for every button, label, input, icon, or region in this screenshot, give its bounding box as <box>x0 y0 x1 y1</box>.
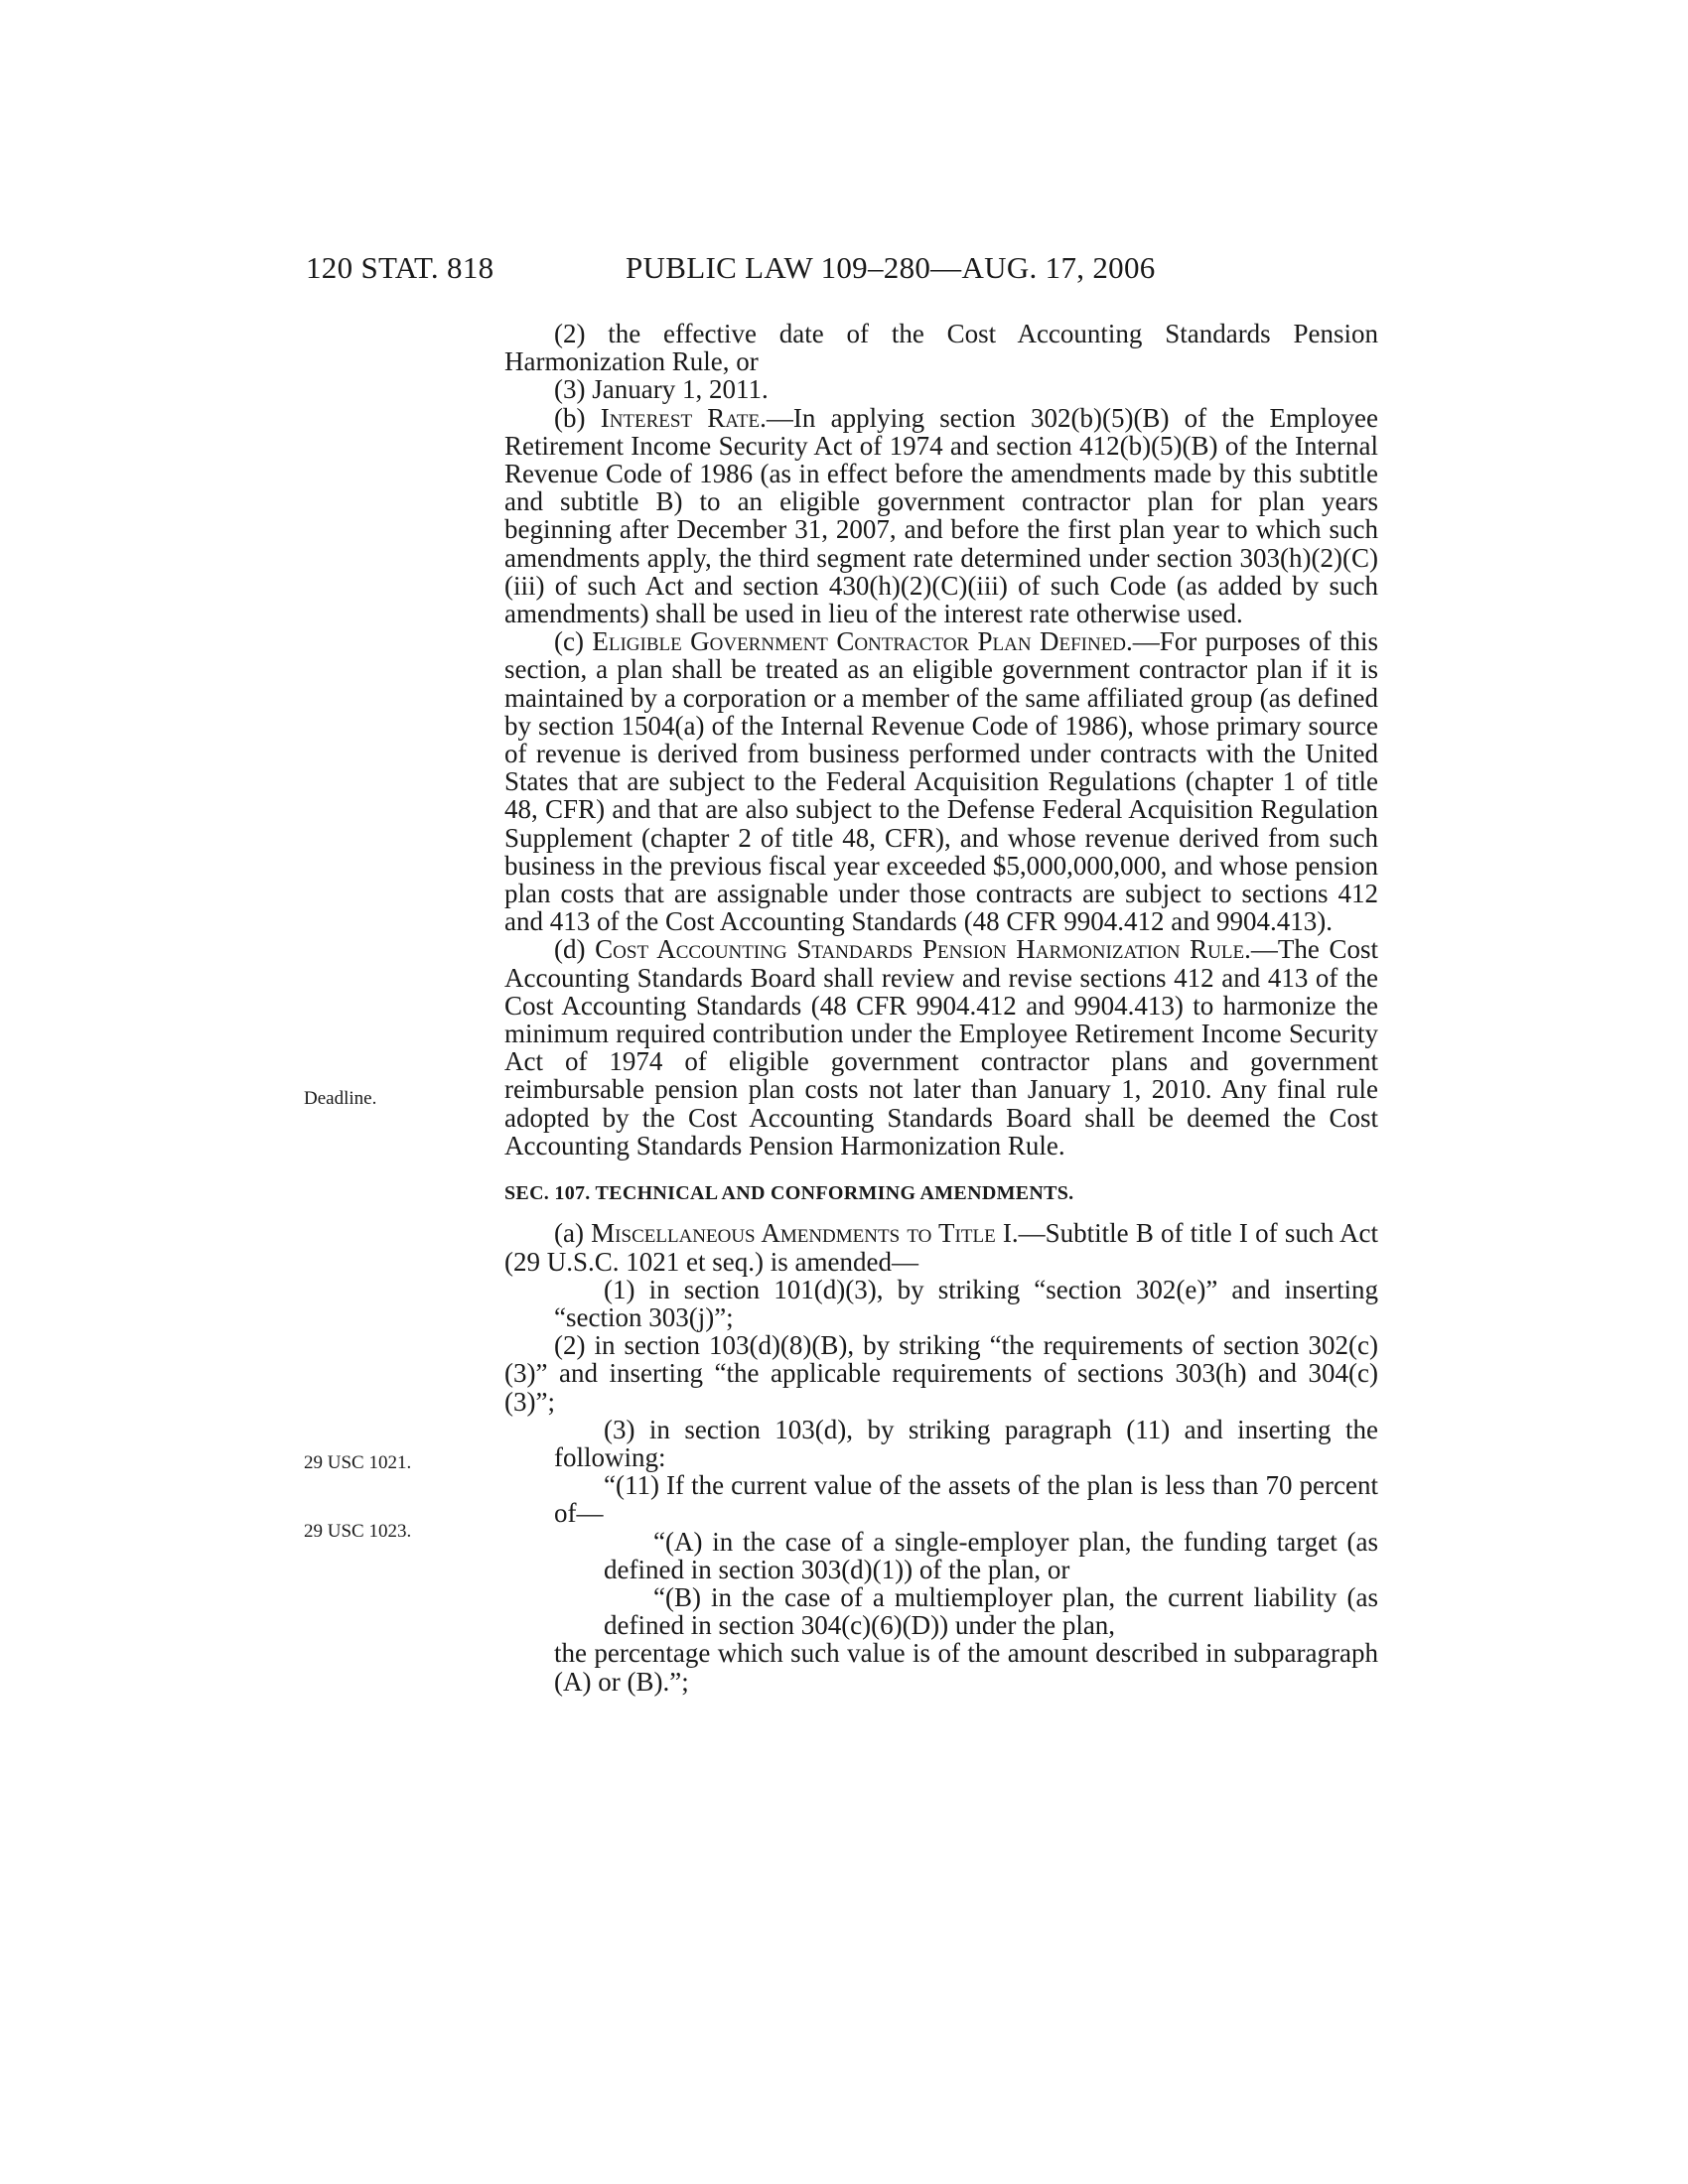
subsection-c-label: (c) <box>554 626 593 657</box>
running-header: PUBLIC LAW 109–280—AUG. 17, 2006 <box>626 250 1156 285</box>
margin-note-29-usc-1023: 29 USC 1023. <box>304 1521 412 1542</box>
page-stat-number: 120 STAT. 818 <box>306 250 494 285</box>
subsection-d-label: (d) <box>554 934 596 965</box>
subsection-a-heading: Miscellaneous Amendments to Title I. <box>591 1218 1019 1249</box>
paragraph-a-2-amendment: (2) in section 103(d)(8)(B), by striking “the requirements of section 302(c)(3)” and inserting “the applicable requirements of sections 303(h) and 304(c)(3)”; <box>504 1330 1378 1417</box>
quoted-paragraph-tail: the percentage which such value is of the amount described in subparagraph (A) or (B).”; <box>554 1638 1378 1697</box>
subsection-c-text: —For purposes of this section, a plan shall be treated as an eligible government contractor plan if it is maintained by a corporation or a member of the same affiliated group (as defined by section 1504(a) of the Internal Revenue Code of 1986), whose primary source of revenue is derived from business performed under contracts with the United States that are subject to the Federal Acquisition Regulations (chapter 1 of title 48, CFR) and that are also subject to the Defense Federal Acquisition Regulation Supplement (chapter 2 of title 48, CFR), and whose revenue derived from such business in the previous fiscal year exceeded $5,000,000,000, and whose pension plan costs that are assignable under those contracts are subject to sections 412 and 413 of the Cost Accounting Standards (48 CFR 9904.412 and 9904.413). <box>504 626 1378 937</box>
quoted-subparagraph-A: “(A) in the case of a single-employer plan, the funding target (as defined in section 303(d)(1)) of the plan, or <box>604 1526 1378 1584</box>
paragraph-a-3-amendment: (3) in section 103(d), by striking paragraph (11) and inserting the following: <box>554 1414 1378 1472</box>
subsection-b-heading: Interest Rate. <box>600 402 767 433</box>
subsection-b-interest-rate <box>504 404 1378 628</box>
subsection-a-text: —Subtitle B of title I of such Act (29 U.S.C. 1021 et seq.) is amended— <box>504 1218 1378 1277</box>
quoted-subparagraph-B: “(B) in the case of a multiemployer plan, the current liability (as defined in section 304(c)(6)(D)) under the plan, <box>604 1581 1378 1641</box>
paragraph-a-3: (3) January 1, 2011. <box>554 374 769 405</box>
subsection-d-harmonization-rule <box>504 935 1378 1160</box>
subsection-b-text: —In applying section 302(b)(5)(B) of the Employee Retirement Income Security Act of 1974 and section 412(b)(5)(B) of the Internal Revenue Code of 1986 (as in effect before the amendments made by this subtitle and subtitle B) to an eligible government contractor plan for plan years beginning after December 31, 2007, and before the first plan year to which such amendments apply, the third segment rate determined under section 303(h)(2)(C)(iii) of such Act and section 430(h)(2)(C)(iii) of such Code (as added by such amendments) shall be used in lieu of the interest rate otherwise used. <box>504 402 1379 629</box>
subsection-a-label: (a) <box>554 1218 592 1249</box>
quoted-paragraph-11: “(11) If the current value of the assets of the plan is less than 70 percent of— <box>554 1470 1378 1529</box>
paragraph-a-2: (2) the effective date of the Cost Accounting Standards Pension Harmonization Rule, or <box>504 319 1378 377</box>
subsection-b-label: (b) <box>554 402 601 433</box>
margin-note-29-usc-1021: 29 USC 1021. <box>304 1452 412 1473</box>
paragraph-a-1-amendment: (1) in section 101(d)(3), by striking “section 302(e)” and inserting “section 303(j)”; <box>554 1274 1378 1332</box>
subsection-d-heading: Cost Accounting Standards Pension Harmonization Rule. <box>595 934 1251 965</box>
subsection-d-text: —The Cost Accounting Standards Board shall review and revise sections 412 and 413 of the Cost Accounting Standards (48 CFR 9904.412 and 9904.413) to harmonize the minimum required contribution under the Employee Retirement Income Security Act of 1974 of eligible government contractor plans and government reimbursable pension plan costs not later than January 1, 2010. Any final rule adopted by the Cost Accounting Standards Board shall be deemed the Cost Accounting Standards Pension Harmonization Rule. <box>504 934 1378 1160</box>
subsection-a-misc-amendments <box>504 1219 1378 1275</box>
section-107-heading: SEC. 107. TECHNICAL AND CONFORMING AMENDMENTS. <box>504 1182 1074 1205</box>
subsection-c-heading: Eligible Government Contractor Plan Defined. <box>592 626 1133 657</box>
body-text <box>504 320 1378 1696</box>
margin-note-deadline: Deadline. <box>304 1088 377 1109</box>
subsection-c-plan-defined <box>504 627 1378 935</box>
